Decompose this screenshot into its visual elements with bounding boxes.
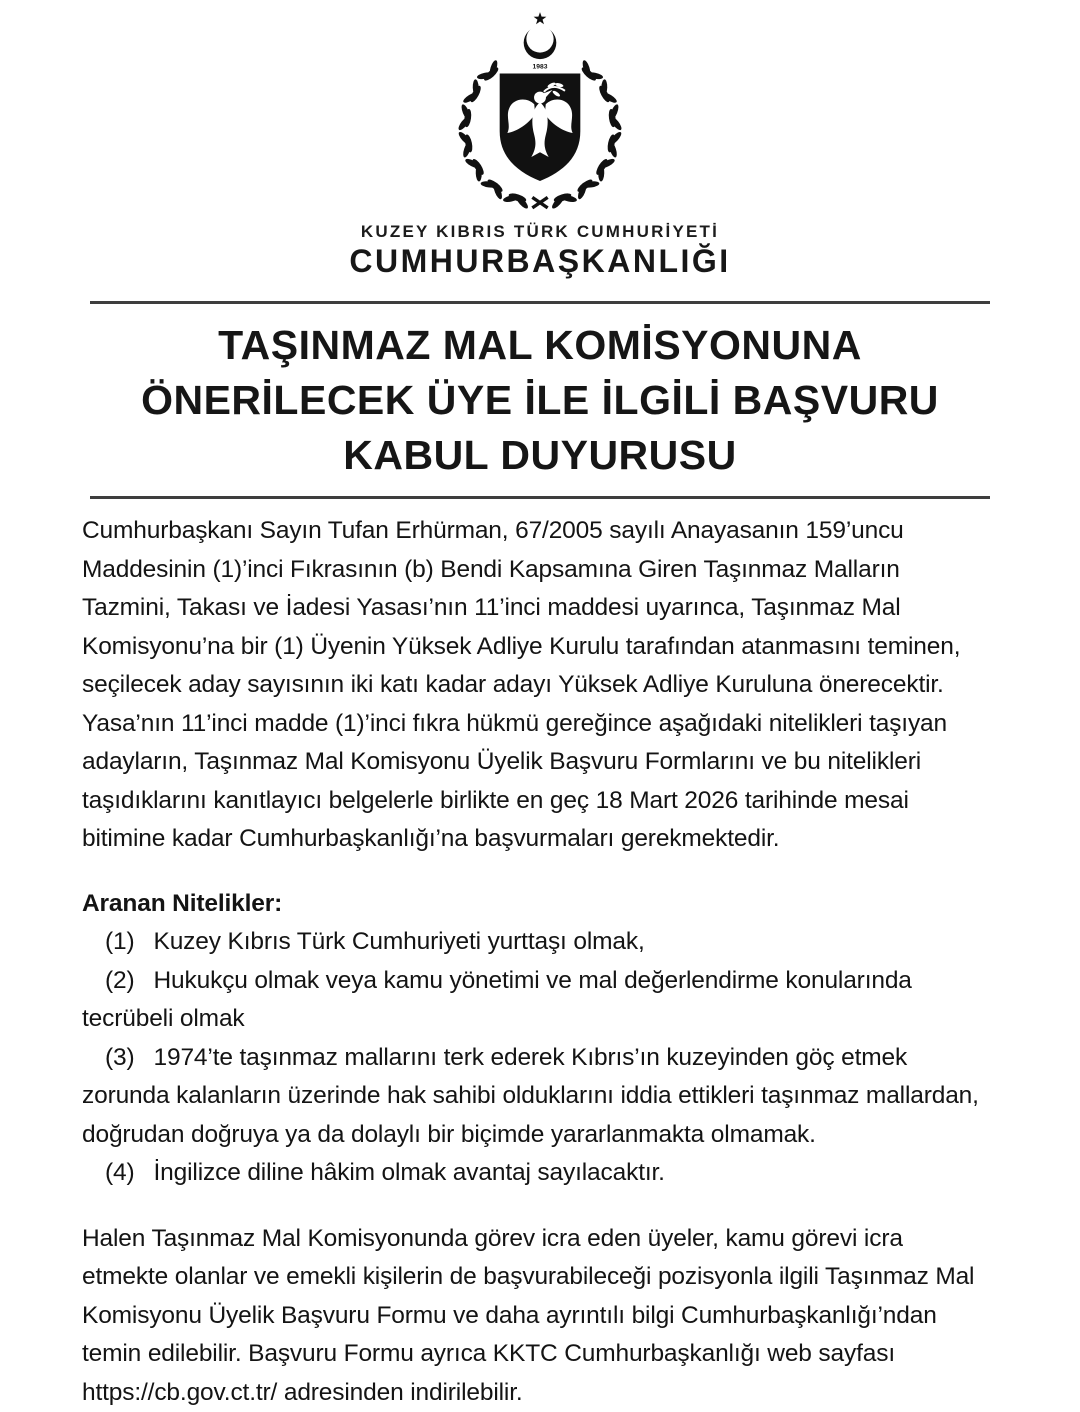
closing-paragraph: Halen Taşınmaz Mal Komisyonunda görev icra eden üyeler, kamu görevi icra etmekte olanlar ve emekli kişilerin de başvurabileceği pozisyonla ilgili Taşınmaz Mal Komisyonu Üyelik Başvuru Formu ve daha ayrıntılı bilgi Cumhurbaşkanlığı’ndan temin edilebilir. Başvuru Formu ayrıca KKTC Cumhurbaşkanlığı web sayfası https://cb.gov.ct.tr/ adresinden indirilebilir. — [82, 1220, 992, 1412]
item-2-marker: (2) — [105, 967, 135, 994]
item-3-text: 1974’te taşınmaz mallarını terk ederek Kıbrıs’ın kuzeyinden göç etmek zorunda kalanların üzerinde hak sahibi olduklarını iddia ettikleri taşınmaz mallardan, doğrudan doğruya ya da dolaylı bir biçimde yararlanmakta olmamak. — [82, 1044, 979, 1148]
item-1-marker: (1) — [105, 928, 135, 955]
crescent-icon — [524, 25, 557, 59]
qualification-item-2 — [82, 962, 992, 1039]
qualification-item-3 — [82, 1039, 992, 1155]
divider-bottom — [90, 496, 990, 499]
item-1-text: Kuzey Kıbrıs Türk Cumhuriyeti yurttaşı olmak, — [154, 928, 645, 955]
item-3-marker: (3) — [105, 1044, 135, 1071]
star-icon — [534, 12, 547, 24]
title-line-1: TAŞINMAZ MAL KOMİSYONUNA — [50, 318, 1030, 373]
intro-paragraph: Cumhurbaşkanı Sayın Tufan Erhürman, 67/2005 sayılı Anayasanın 159’uncu Maddesinin (1)’inci Fıkrasının (b) Bendi Kapsamına Giren Taşınmaz Malların Tazmini, Takası ve İadesi Yasası’nın 11’inci maddesi uyarınca, Taşınmaz Mal Komisyonu’na bir (1) Üyenin Yüksek Adliye Kurulu tarafından atanmasını teminen, seçilecek aday sayısının iki katı kadar adayı Yüksek Adliye Kuruluna önerecektir. Yasa’nın 11’inci madde (1)’inci fıkra hükmü gereğince aşağıdaki nitelikleri taşıyan adayların, Taşınmaz Mal Komisyonu Üyelik Başvuru Formlarını ve bu nitelikleri taşıdıklarını kanıtlayıcı belgelerle birlikte en geç 18 Mart 2026 tarihinde mesai bitimine kadar Cumhurbaşkanlığı’na başvurmaları gerekmektedir. — [82, 512, 992, 859]
title-line-3: KABUL DUYURUSU — [50, 428, 1030, 483]
item-2-text: Hukukçu olmak veya kamu yönetimi ve mal değerlendirme konularında tecrübeli olmak — [82, 967, 912, 1033]
office-name: CUMHURBAŞKANLIĞI — [0, 243, 1080, 280]
item-4-text: İngilizce diline hâkim olmak avantaj sayılacaktır. — [154, 1159, 665, 1186]
document-body — [82, 512, 992, 1412]
shield-icon — [500, 74, 581, 182]
doc-header — [0, 0, 1080, 280]
emblem-coat-of-arms-icon — [444, 8, 636, 212]
qualification-item-1 — [82, 923, 992, 962]
item-4-marker: (4) — [105, 1159, 135, 1186]
divider-top — [90, 301, 990, 304]
announcement-title — [50, 318, 1030, 483]
qualification-item-4 — [82, 1154, 992, 1193]
emblem-year: 1983 — [533, 64, 548, 71]
presidential-emblem — [0, 8, 1080, 212]
qualifications-heading: Aranan Nitelikler: — [82, 885, 992, 924]
country-name: KUZEY KIBRIS TÜRK CUMHURİYETİ — [0, 222, 1080, 242]
title-line-2: ÖNERİLECEK ÜYE İLE İLGİLİ BAŞVURU — [50, 373, 1030, 428]
